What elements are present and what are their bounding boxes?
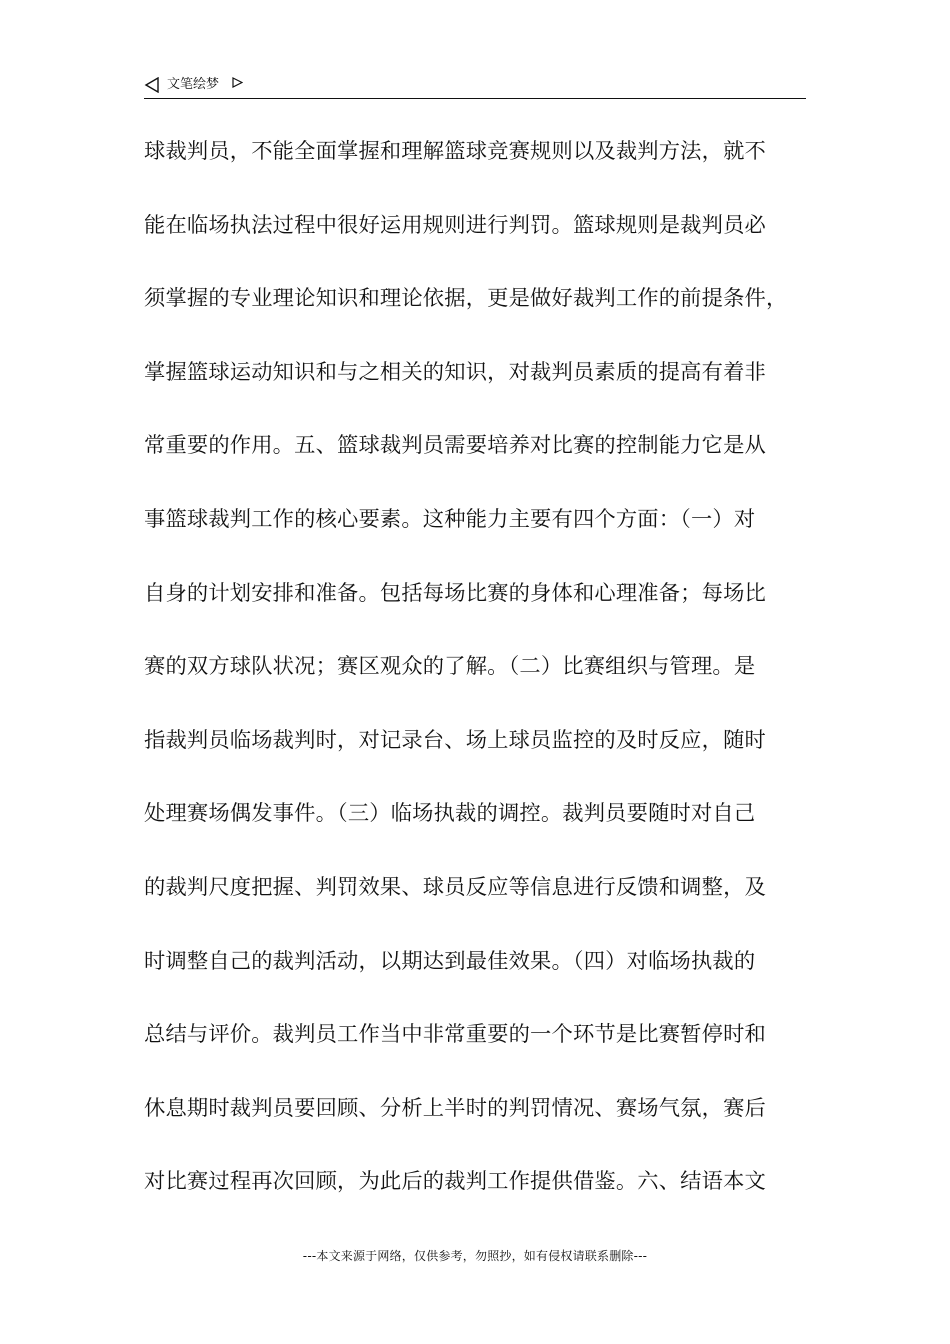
body-line: 球裁判员，不能全面掌握和理解篮球竞赛规则以及裁判方法，就不 [144,139,766,164]
body-line: 掌握篮球运动知识和与之相关的知识，对裁判员素质的提高有着非 [144,359,766,385]
body-line: 指裁判员临场裁判时，对记录台、场上球员监控的及时反应，随时 [144,727,766,753]
body-line: 自身的计划安排和准备。包括每场比赛的身体和心理准备；每场比 [144,580,766,606]
header-brand: 文笔绘梦 [167,77,220,92]
body-line: 赛的双方球队状况；赛区观众的了解。（二）比赛组织与管理。是 [144,654,756,680]
document-body [144,128,806,1232]
body-line: 常重要的作用。五、篮球裁判员需要培养对比赛的控制能力它是从 [144,433,766,459]
body-line: 总结与评价。裁判员工作当中非常重要的一个环节是比赛暂停时和 [144,1022,766,1048]
body-line: 的裁判尺度把握、判罚效果、球员反应等信息进行反馈和调整，及 [144,874,766,900]
body-line: 时调整自己的裁判活动，以期达到最佳效果。（四）对临场执裁的 [144,948,756,974]
body-line: 休息期时裁判员要回顾、分析上半时的判罚情况、赛场气氛，赛后 [144,1095,766,1121]
page-footer: ---本文来源于网络，仅供参考，勿照抄，如有侵权请联系删除--- [302,1249,648,1263]
body-line: 须掌握的专业理论知识和理论依据，更是做好裁判工作的前提条件， [144,286,788,312]
body-line: 对比赛过程再次回顾，为此后的裁判工作提供借鉴。六、结语本文 [144,1169,766,1195]
body-line: 能在临场执法过程中很好运用规则进行判罚。篮球规则是裁判员必 [144,212,766,238]
page-header [144,72,806,99]
body-line: 处理赛场偶发事件。（三）临场执裁的调控。裁判员要随时对自己 [144,801,756,827]
triangle-right-icon [232,77,243,88]
body-line: 事篮球裁判工作的核心要素。这种能力主要有四个方面：（一）对 [144,506,756,532]
triangle-left-icon [144,77,160,93]
